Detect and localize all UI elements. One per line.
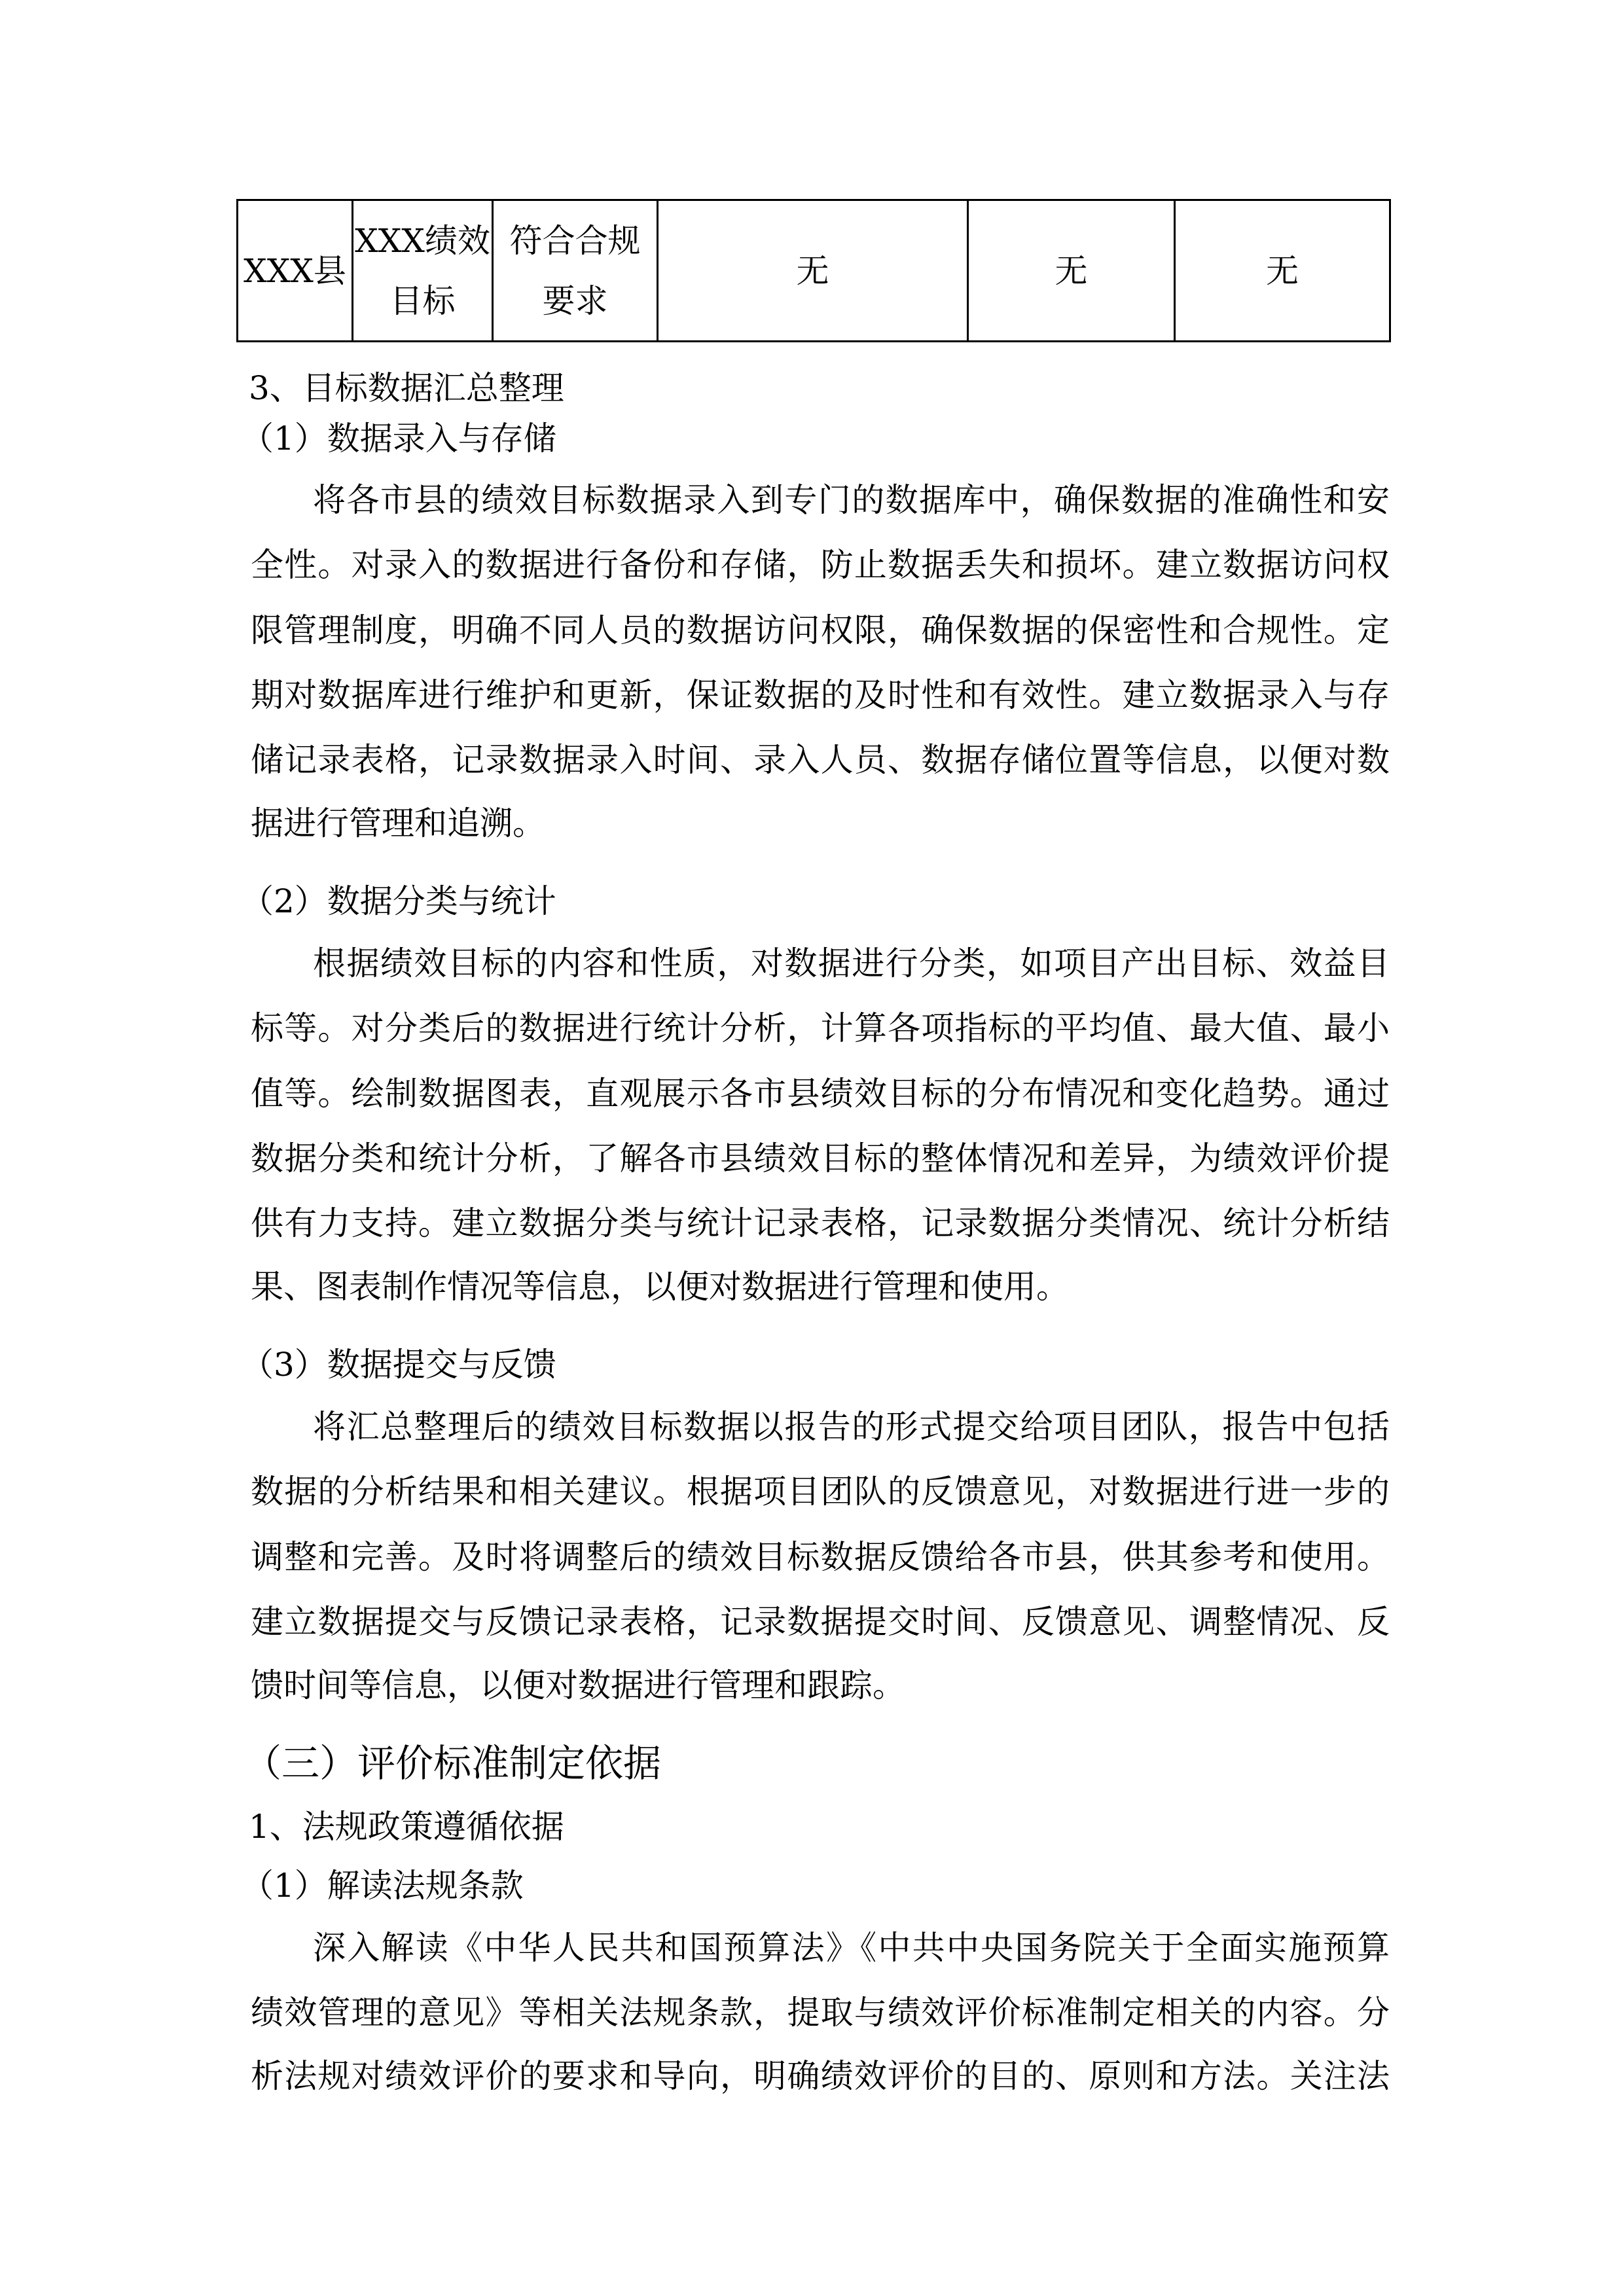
paragraph-line: 析法规对绩效评价的要求和导向，明确绩效评价的目的、原则和方法。关注法 bbox=[251, 2057, 1390, 2095]
paragraph-line: 馈时间等信息，以便对数据进行管理和跟踪。 bbox=[251, 1666, 905, 1704]
subsection-title: （1）解读法规条款 bbox=[241, 1867, 524, 1905]
subsection-title: （3）数据提交与反馈 bbox=[241, 1346, 556, 1384]
paragraph-line: 据进行管理和追溯。 bbox=[251, 804, 545, 842]
section-heading: 1、法规政策遵循依据 bbox=[249, 1808, 564, 1846]
paragraph-line: 绩效管理的意见》等相关法规条款，提取与绩效评价标准制定相关的内容。分 bbox=[251, 1994, 1390, 2032]
paragraph-line: 将各市县的绩效目标数据录入到专门的数据库中，确保数据的准确性和安 bbox=[313, 481, 1390, 519]
paragraph-line: 调整和完善。及时将调整后的绩效目标数据反馈给各市县，供其参考和使用。 bbox=[251, 1538, 1390, 1576]
issue-cell: 无 bbox=[1175, 200, 1390, 342]
paragraph-line: 值等。绘制数据图表，直观展示各市县绩效目标的分布情况和变化趋势。通过 bbox=[251, 1075, 1390, 1113]
subsection-title: （1）数据录入与存储 bbox=[241, 420, 556, 457]
cell-line: 要求 bbox=[542, 281, 608, 320]
subsection-title: （2）数据分类与统计 bbox=[241, 882, 556, 920]
paragraph-line: 限管理制度，明确不同人员的数据访问权限，确保数据的保密性和合规性。定 bbox=[251, 611, 1390, 649]
cell-line: 目标 bbox=[389, 281, 456, 320]
issue-cell: 无 bbox=[968, 200, 1175, 342]
compliance-cell bbox=[493, 200, 658, 342]
paragraph-line: 数据分类和统计分析，了解各市县绩效目标的整体情况和差异，为绩效评价提 bbox=[251, 1139, 1390, 1177]
paragraph-line: 期对数据库进行维护和更新，保证数据的及时性和有效性。建立数据录入与存 bbox=[251, 676, 1390, 714]
issue-cell: 无 bbox=[658, 200, 968, 342]
paragraph-line: 供有力支持。建立数据分类与统计记录表格，记录数据分类情况、统计分析结 bbox=[251, 1204, 1390, 1242]
paragraph-line: 标等。对分类后的数据进行统计分析，计算各项指标的平均值、最大值、最小 bbox=[251, 1009, 1390, 1047]
paragraph-line: 将汇总整理后的绩效目标数据以报告的形式提交给项目团队，报告中包括 bbox=[313, 1408, 1390, 1446]
cell-line: 符合合规 bbox=[509, 221, 641, 260]
paragraph-line: 果、图表制作情况等信息，以便对数据进行管理和使用。 bbox=[251, 1268, 1069, 1306]
section-heading: 3、目标数据汇总整理 bbox=[249, 369, 564, 407]
paragraph-line: 全性。对录入的数据进行备份和存储，防止数据丢失和损坏。建立数据访问权 bbox=[251, 546, 1390, 584]
cell-line: XXX绩效 bbox=[355, 221, 490, 260]
target-cell bbox=[353, 200, 493, 342]
part-heading: （三）评价标准制定依据 bbox=[244, 1741, 662, 1785]
table-row bbox=[238, 200, 1390, 342]
compliance-table bbox=[236, 199, 1391, 342]
paragraph-line: 数据的分析结果和相关建议。根据项目团队的反馈意见，对数据进行进一步的 bbox=[251, 1473, 1390, 1511]
paragraph-line: 深入解读《中华人民共和国预算法》《中共中央国务院关于全面实施预算 bbox=[313, 1929, 1390, 1967]
paragraph-line: 储记录表格，记录数据录入时间、录入人员、数据存储位置等信息，以便对数 bbox=[251, 741, 1390, 779]
paragraph-line: 建立数据提交与反馈记录表格，记录数据提交时间、反馈意见、调整情况、反 bbox=[251, 1603, 1390, 1641]
paragraph-line: 根据绩效目标的内容和性质，对数据进行分类，如项目产出目标、效益目 bbox=[313, 944, 1390, 982]
county-cell: XXX县 bbox=[238, 200, 353, 342]
